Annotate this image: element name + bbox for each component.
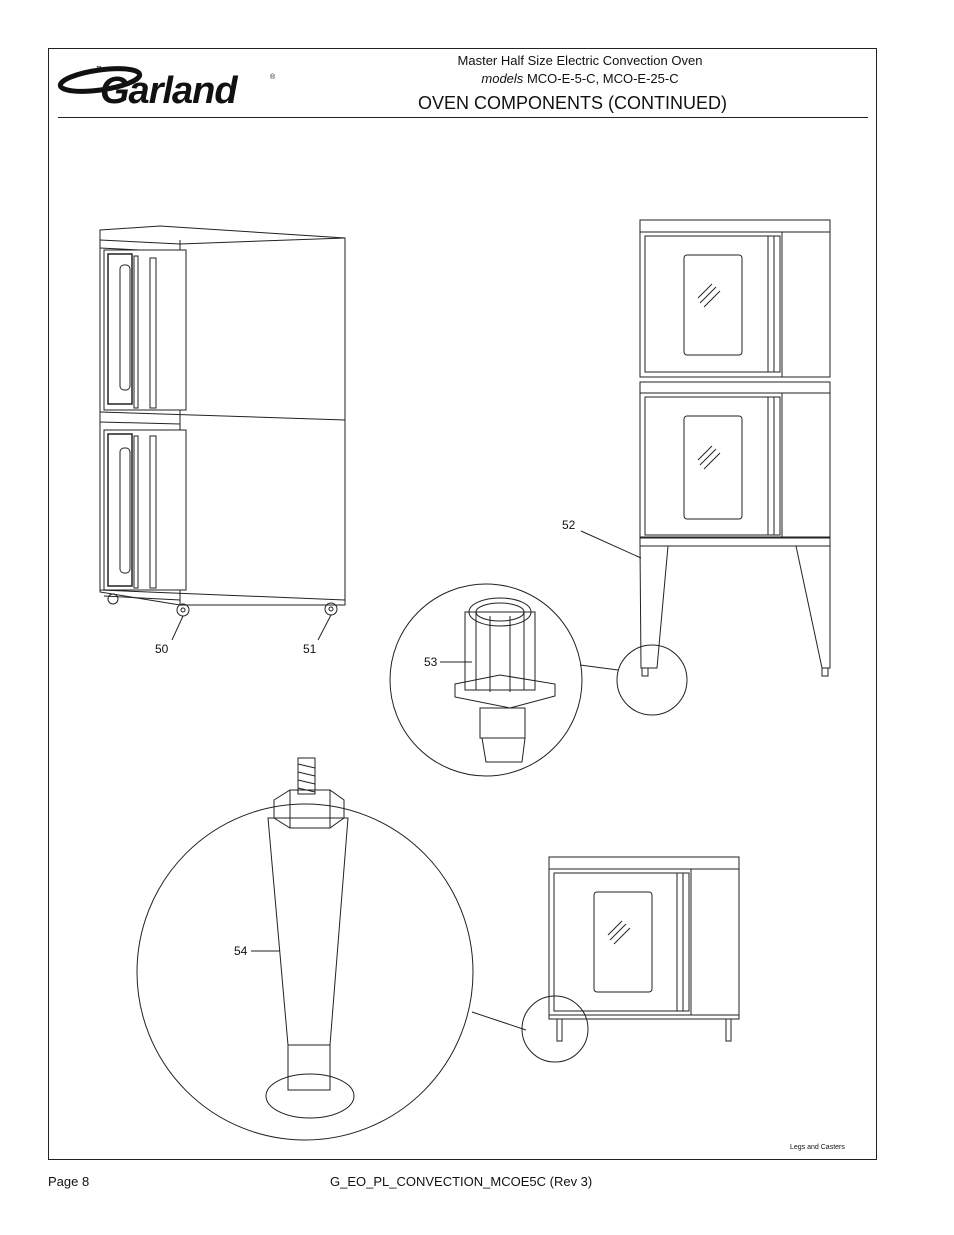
figure-caption: Legs and Casters xyxy=(790,1144,845,1151)
document-id: G_EO_PL_CONVECTION_MCOE5C (Rev 3) xyxy=(330,1174,593,1189)
tall-leg-detail xyxy=(137,758,526,1140)
adjustable-foot-detail xyxy=(390,584,618,776)
callout-50: 50 xyxy=(155,642,169,656)
page-number: Page 8 xyxy=(48,1174,90,1189)
brand-logo-text: Garland xyxy=(100,70,237,112)
stacked-ovens-illustration xyxy=(100,226,345,640)
callout-53: 53 xyxy=(424,655,438,669)
single-oven-illustration xyxy=(522,857,739,1062)
models-list: MCO-E-5-C, MCO-E-25-C xyxy=(526,71,679,86)
registered-mark: ® xyxy=(270,74,276,81)
models-prefix: models xyxy=(481,71,524,86)
section-heading: OVEN COMPONENTS (CONTINUED) xyxy=(418,93,728,113)
callout-52: 52 xyxy=(562,518,576,532)
callout-54: 54 xyxy=(234,944,248,958)
ovens-on-stand-illustration xyxy=(581,220,830,715)
callout-51: 51 xyxy=(303,642,317,656)
trademark-mark: ™ xyxy=(96,66,102,72)
document-title: Master Half Size Electric Convection Oven xyxy=(457,53,703,68)
